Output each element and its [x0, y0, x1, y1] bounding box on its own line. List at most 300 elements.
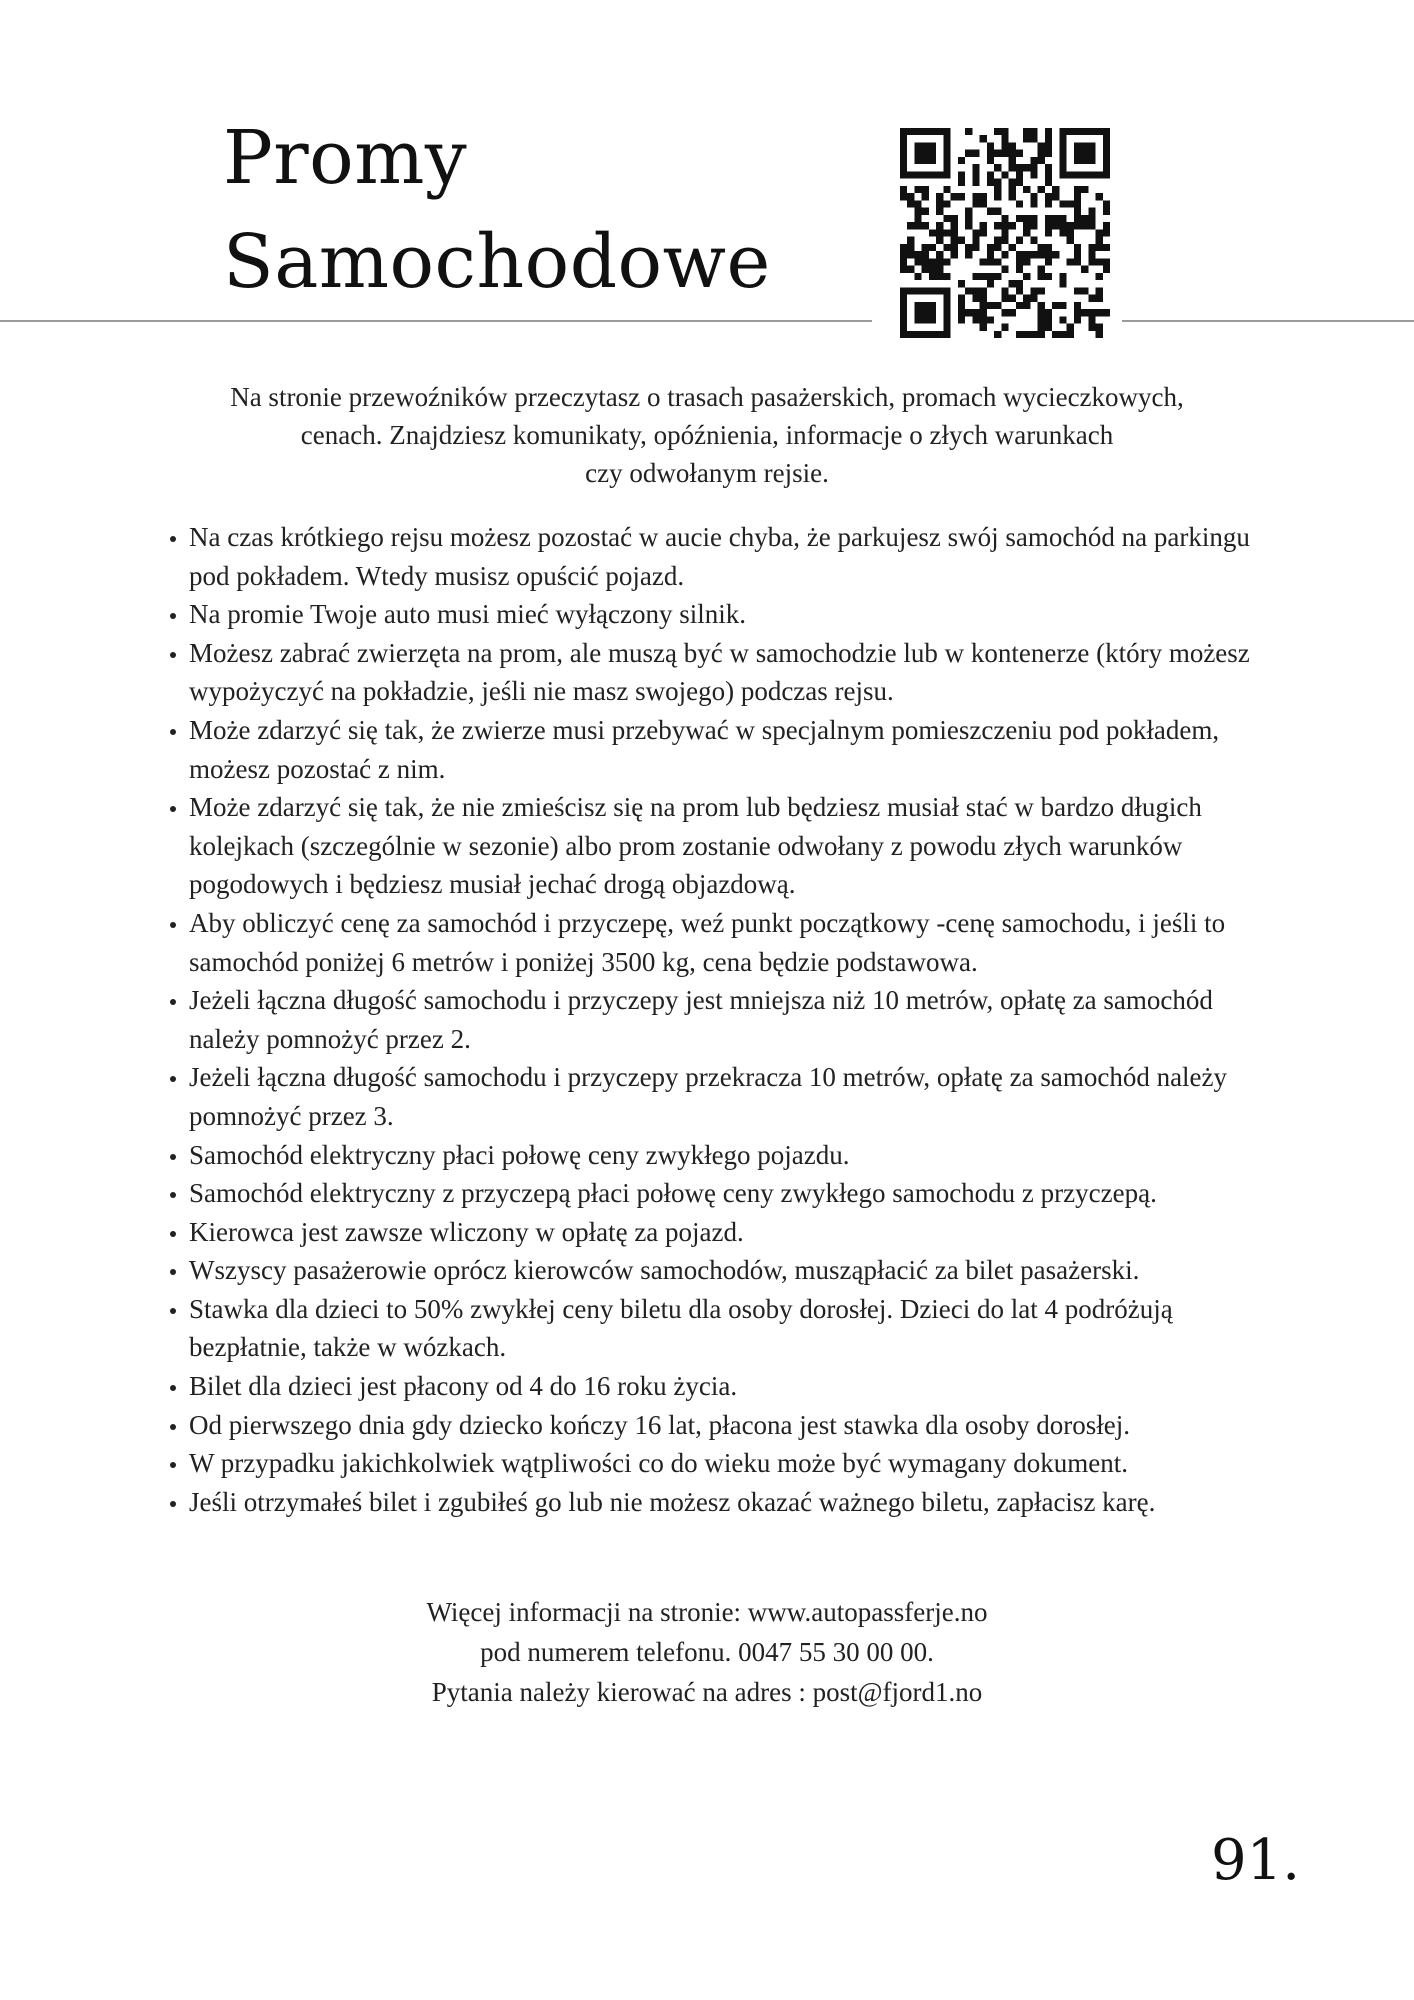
qr-module	[943, 142, 950, 149]
qr-module	[1059, 302, 1066, 309]
qr-module	[1001, 128, 1008, 135]
qr-module	[1045, 200, 1052, 207]
qr-module	[980, 287, 987, 294]
qr-module	[972, 193, 979, 200]
qr-module	[994, 193, 1001, 200]
qr-module	[1016, 215, 1023, 222]
qr-module	[1096, 324, 1103, 331]
qr-module	[1038, 186, 1045, 193]
qr-module	[1009, 222, 1016, 229]
qr-module	[922, 309, 929, 316]
qr-module	[1103, 171, 1110, 178]
qr-module	[965, 309, 972, 316]
qr-module	[1088, 150, 1095, 157]
qr-module	[1009, 244, 1016, 251]
qr-module	[1059, 157, 1066, 164]
qr-module	[1030, 128, 1037, 135]
qr-module	[951, 215, 958, 222]
qr-module	[1088, 208, 1095, 215]
qr-module	[936, 287, 943, 294]
qr-module	[929, 302, 936, 309]
qr-module	[1038, 316, 1045, 323]
qr-module	[922, 142, 929, 149]
qr-module	[1009, 295, 1016, 302]
qr-module	[1074, 186, 1081, 193]
qr-module	[1096, 193, 1103, 200]
qr-module	[987, 244, 994, 251]
qr-module	[994, 302, 1001, 309]
qr-module	[900, 309, 907, 316]
qr-module	[922, 244, 929, 251]
qr-module	[1045, 222, 1052, 229]
qr-module	[914, 150, 921, 157]
qr-module	[900, 287, 907, 294]
qr-module	[1088, 316, 1095, 323]
qr-module	[929, 287, 936, 294]
qr-module	[914, 215, 921, 222]
qr-module	[1038, 150, 1045, 157]
qr-module	[980, 229, 987, 236]
qr-module	[1088, 295, 1095, 302]
qr-module	[1016, 164, 1023, 171]
qr-module	[922, 316, 929, 323]
qr-module	[929, 331, 936, 338]
qr-module	[1081, 287, 1088, 294]
qr-module	[1059, 280, 1066, 287]
qr-module	[922, 150, 929, 157]
qr-module	[1067, 200, 1074, 207]
qr-module	[943, 150, 950, 157]
qr-module	[929, 171, 936, 178]
qr-module	[994, 244, 1001, 251]
qr-module	[972, 244, 979, 251]
intro-line-3: czy odwołanym rejsie.	[585, 458, 829, 488]
qr-module	[936, 171, 943, 178]
qr-module	[1001, 215, 1008, 222]
qr-module	[900, 302, 907, 309]
qr-module	[1096, 258, 1103, 265]
qr-module	[900, 266, 907, 273]
qr-module	[1059, 171, 1066, 178]
intro-paragraph	[130, 378, 1284, 492]
qr-module	[1038, 324, 1045, 331]
qr-module	[1059, 316, 1066, 323]
qr-module	[987, 258, 994, 265]
qr-module	[1103, 135, 1110, 142]
qr-module	[1045, 229, 1052, 236]
qr-module	[1030, 237, 1037, 244]
qr-code-icon	[900, 128, 1110, 338]
qr-module	[900, 193, 907, 200]
qr-module	[1081, 309, 1088, 316]
qr-module	[994, 150, 1001, 157]
qr-module	[1081, 266, 1088, 273]
qr-module	[1038, 142, 1045, 149]
qr-module	[1038, 287, 1045, 294]
qr-module	[980, 222, 987, 229]
qr-module	[1038, 244, 1045, 251]
qr-module	[922, 171, 929, 178]
qr-module	[1103, 164, 1110, 171]
header-divider-left	[0, 320, 872, 322]
qr-module	[1030, 200, 1037, 207]
qr-module	[980, 324, 987, 331]
qr-module	[972, 164, 979, 171]
qr-module	[1059, 142, 1066, 149]
qr-module	[914, 287, 921, 294]
qr-module	[987, 280, 994, 287]
qr-module	[1088, 244, 1095, 251]
qr-module	[1096, 331, 1103, 338]
qr-module	[965, 208, 972, 215]
qr-module	[900, 244, 907, 251]
qr-module	[1088, 128, 1095, 135]
qr-module	[1045, 142, 1052, 149]
qr-module	[1023, 222, 1030, 229]
qr-module	[936, 128, 943, 135]
qr-module	[936, 273, 943, 280]
qr-module	[1067, 258, 1074, 265]
qr-module	[1081, 150, 1088, 157]
qr-module	[1074, 215, 1081, 222]
qr-module	[1030, 164, 1037, 171]
qr-module	[1059, 229, 1066, 236]
qr-module	[1096, 295, 1103, 302]
qr-module	[1052, 302, 1059, 309]
intro-line-1: Na stronie przewoźników przeczytasz o trasach pasażerskich, promach wycieczkowych,	[230, 382, 1184, 412]
qr-module	[994, 222, 1001, 229]
qr-module	[1023, 251, 1030, 258]
qr-module	[994, 186, 1001, 193]
qr-module	[1023, 186, 1030, 193]
qr-module	[972, 200, 979, 207]
qr-module	[943, 287, 950, 294]
qr-module	[1023, 164, 1030, 171]
qr-module	[914, 309, 921, 316]
contact-info	[260, 1592, 1154, 1712]
qr-module	[1045, 135, 1052, 142]
contact-email: Pytania należy kierować na adres : post@fjord1.no	[431, 1677, 983, 1707]
qr-module	[1067, 331, 1074, 338]
qr-module	[951, 193, 958, 200]
qr-module	[972, 237, 979, 244]
qr-module	[914, 222, 921, 229]
rule-item: Wszyscy pasażerowie oprócz kierowców samochodów, musząpłacić za bilet pasażerski.	[168, 1251, 1284, 1290]
qr-module	[1103, 229, 1110, 236]
qr-module	[1038, 309, 1045, 316]
qr-module	[1096, 273, 1103, 280]
qr-module	[1096, 128, 1103, 135]
qr-module	[922, 157, 929, 164]
qr-module	[1001, 324, 1008, 331]
qr-module	[1088, 215, 1095, 222]
qr-module	[994, 128, 1001, 135]
qr-module	[1001, 287, 1008, 294]
qr-module	[1059, 222, 1066, 229]
qr-module	[987, 302, 994, 309]
qr-module	[987, 150, 994, 157]
qr-module	[929, 273, 936, 280]
rule-item: Może zdarzyć się tak, że nie zmieścisz się na prom lub będziesz musiał stać w bardzo długich kolejkach (szczególnie w sezonie) albo prom zostanie odwołany z powodu złych warunków pogodowych i będziesz musiał jechać drogą objazdową.	[168, 788, 1284, 904]
qr-module	[1081, 215, 1088, 222]
qr-module	[943, 164, 950, 171]
qr-module	[1016, 302, 1023, 309]
qr-module	[1059, 150, 1066, 157]
qr-module	[922, 302, 929, 309]
qr-module	[1074, 258, 1081, 265]
qr-module	[951, 251, 958, 258]
qr-module	[958, 237, 965, 244]
qr-module	[900, 150, 907, 157]
qr-module	[1009, 157, 1016, 164]
qr-module	[951, 222, 958, 229]
intro-line-2: cenach. Znajdziesz komunikaty, opóźnienia, informacje o złych warunkach	[300, 420, 1114, 450]
qr-module	[958, 280, 965, 287]
qr-module	[943, 128, 950, 135]
qr-module	[1016, 200, 1023, 207]
qr-module	[1096, 287, 1103, 294]
qr-module	[1059, 128, 1066, 135]
qr-module	[1045, 164, 1052, 171]
qr-module	[1045, 244, 1052, 251]
qr-module	[980, 193, 987, 200]
qr-module	[914, 258, 921, 265]
qr-module	[907, 128, 914, 135]
qr-module	[943, 135, 950, 142]
qr-module	[994, 331, 1001, 338]
qr-module	[1067, 222, 1074, 229]
qr-module	[900, 157, 907, 164]
qr-module	[943, 295, 950, 302]
qr-module	[965, 150, 972, 157]
rule-item: Od pierwszego dnia gdy dziecko kończy 16 lat, płacona jest stawka dla osoby dorosłej.	[168, 1406, 1284, 1445]
qr-module	[900, 135, 907, 142]
qr-module	[1074, 309, 1081, 316]
qr-module	[994, 237, 1001, 244]
qr-module	[958, 302, 965, 309]
qr-module	[914, 186, 921, 193]
rule-item: Możesz zabrać zwierzęta na prom, ale muszą być w samochodzie lub w kontenerze (który możesz wypożyczyć na pokładzie, jeśli nie masz swojego) podczas rejsu.	[168, 634, 1284, 711]
qr-module	[951, 244, 958, 251]
qr-module	[914, 251, 921, 258]
qr-module	[943, 309, 950, 316]
rule-item: Jeśli otrzymałeś bilet i zgubiłeś go lub nie możesz okazać ważnego biletu, zapłacisz karę.	[168, 1483, 1284, 1522]
qr-module	[907, 193, 914, 200]
qr-module	[1074, 208, 1081, 215]
qr-module	[922, 222, 929, 229]
qr-module	[900, 295, 907, 302]
qr-module	[1030, 331, 1037, 338]
qr-module	[1074, 316, 1081, 323]
qr-module	[914, 142, 921, 149]
qr-module	[980, 258, 987, 265]
qr-module	[1001, 171, 1008, 178]
rules-list	[168, 518, 1284, 1521]
qr-module	[1016, 280, 1023, 287]
qr-module	[943, 273, 950, 280]
qr-module	[1059, 200, 1066, 207]
qr-module	[994, 273, 1001, 280]
qr-module	[1074, 128, 1081, 135]
qr-module	[922, 193, 929, 200]
qr-module	[1067, 237, 1074, 244]
qr-module	[1009, 164, 1016, 171]
qr-module	[943, 186, 950, 193]
qr-module	[994, 164, 1001, 171]
qr-module	[1074, 244, 1081, 251]
qr-module	[929, 266, 936, 273]
qr-module	[1074, 142, 1081, 149]
qr-module	[987, 251, 994, 258]
qr-module	[1023, 258, 1030, 265]
qr-module	[1045, 128, 1052, 135]
qr-module	[1088, 251, 1095, 258]
page-title-line-1: Promy	[223, 115, 468, 201]
qr-module	[943, 302, 950, 309]
qr-module	[900, 331, 907, 338]
qr-module	[980, 302, 987, 309]
qr-module	[929, 229, 936, 236]
qr-module	[980, 295, 987, 302]
qr-module	[1016, 150, 1023, 157]
qr-module	[1009, 280, 1016, 287]
qr-module	[994, 208, 1001, 215]
qr-module	[1045, 324, 1052, 331]
qr-module	[1074, 150, 1081, 157]
qr-module	[980, 273, 987, 280]
qr-module	[1009, 142, 1016, 149]
qr-module	[929, 142, 936, 149]
qr-module	[1074, 251, 1081, 258]
qr-module	[1009, 179, 1016, 186]
qr-module	[972, 316, 979, 323]
rule-item: Bilet dla dzieci jest płacony od 4 do 16 roku życia.	[168, 1367, 1284, 1406]
qr-module	[907, 287, 914, 294]
qr-module	[1045, 316, 1052, 323]
qr-module	[1067, 128, 1074, 135]
qr-module	[1103, 157, 1110, 164]
qr-module	[1103, 208, 1110, 215]
qr-module	[1045, 309, 1052, 316]
qr-module	[987, 208, 994, 215]
qr-module	[907, 266, 914, 273]
header-divider-right	[1122, 320, 1414, 322]
qr-module	[936, 222, 943, 229]
qr-module	[1038, 302, 1045, 309]
qr-module	[1088, 157, 1095, 164]
qr-module	[951, 237, 958, 244]
qr-module	[1030, 135, 1037, 142]
qr-module	[958, 157, 965, 164]
qr-module	[1103, 309, 1110, 316]
qr-module	[987, 273, 994, 280]
contact-website: Więcej informacji na stronie: www.autopassferje.no	[426, 1597, 988, 1627]
qr-module	[1016, 287, 1023, 294]
qr-module	[1081, 171, 1088, 178]
qr-module	[1009, 150, 1016, 157]
rule-item: Na czas krótkiego rejsu możesz pozostać w aucie chyba, że parkujesz swój samochód na parkingu pod pokładem. Wtedy musisz opuścić pojazd.	[168, 518, 1284, 595]
qr-module	[1030, 157, 1037, 164]
qr-module	[929, 157, 936, 164]
qr-module	[1030, 251, 1037, 258]
qr-module	[994, 179, 1001, 186]
qr-code-graphic	[900, 128, 1110, 338]
rule-item: Samochód elektryczny płaci połowę ceny zwykłego pojazdu.	[168, 1136, 1284, 1175]
qr-module	[1038, 251, 1045, 258]
qr-module	[980, 309, 987, 316]
qr-module	[1103, 200, 1110, 207]
qr-module	[900, 171, 907, 178]
qr-module	[1103, 150, 1110, 157]
qr-module	[1045, 215, 1052, 222]
rule-item: W przypadku jakichkolwiek wątpliwości co do wieku może być wymagany dokument.	[168, 1444, 1284, 1483]
qr-module	[936, 229, 943, 236]
qr-module	[929, 128, 936, 135]
qr-module	[922, 251, 929, 258]
qr-module	[1103, 266, 1110, 273]
qr-module	[1059, 273, 1066, 280]
qr-module	[1045, 171, 1052, 178]
qr-module	[1023, 135, 1030, 142]
qr-module	[1081, 157, 1088, 164]
qr-module	[972, 309, 979, 316]
qr-module	[972, 179, 979, 186]
qr-module	[1001, 295, 1008, 302]
qr-module	[1103, 244, 1110, 251]
qr-module	[1045, 150, 1052, 157]
qr-module	[1045, 258, 1052, 265]
qr-module	[1088, 222, 1095, 229]
qr-module	[958, 179, 965, 186]
rule-item: Samochód elektryczny z przyczepą płaci połowę ceny zwykłego samochodu z przyczepą.	[168, 1174, 1284, 1213]
page-number: 91.	[1210, 1828, 1300, 1893]
qr-module	[1081, 142, 1088, 149]
qr-module	[900, 251, 907, 258]
qr-module	[936, 193, 943, 200]
qr-module	[972, 295, 979, 302]
qr-module	[1016, 266, 1023, 273]
qr-module	[972, 150, 979, 157]
qr-module	[936, 266, 943, 273]
qr-module	[1009, 193, 1016, 200]
qr-module	[1009, 186, 1016, 193]
qr-module	[914, 157, 921, 164]
qr-module	[907, 331, 914, 338]
qr-module	[914, 200, 921, 207]
qr-module	[1023, 273, 1030, 280]
qr-module	[965, 222, 972, 229]
qr-module	[972, 171, 979, 178]
rule-item: Może zdarzyć się tak, że zwierze musi przebywać w specjalnym pomieszczeniu pod pokładem, możesz pozostać z nim.	[168, 711, 1284, 788]
qr-module	[1001, 309, 1008, 316]
qr-module	[1081, 128, 1088, 135]
qr-module	[929, 244, 936, 251]
qr-module	[1096, 309, 1103, 316]
qr-module	[929, 258, 936, 265]
qr-module	[1081, 186, 1088, 193]
qr-module	[1030, 215, 1037, 222]
qr-module	[965, 128, 972, 135]
qr-module	[1016, 331, 1023, 338]
qr-module	[936, 251, 943, 258]
qr-module	[907, 171, 914, 178]
qr-module	[936, 237, 943, 244]
qr-module	[1023, 331, 1030, 338]
qr-module	[1074, 222, 1081, 229]
qr-module	[1096, 237, 1103, 244]
rule-item: Aby obliczyć cenę za samochód i przyczepę, weź punkt początkowy -cenę samochodu, i jeśli to samochód poniżej 6 metrów i poniżej 3500 kg, cena będzie podstawowa.	[168, 904, 1284, 981]
qr-module	[1023, 229, 1030, 236]
